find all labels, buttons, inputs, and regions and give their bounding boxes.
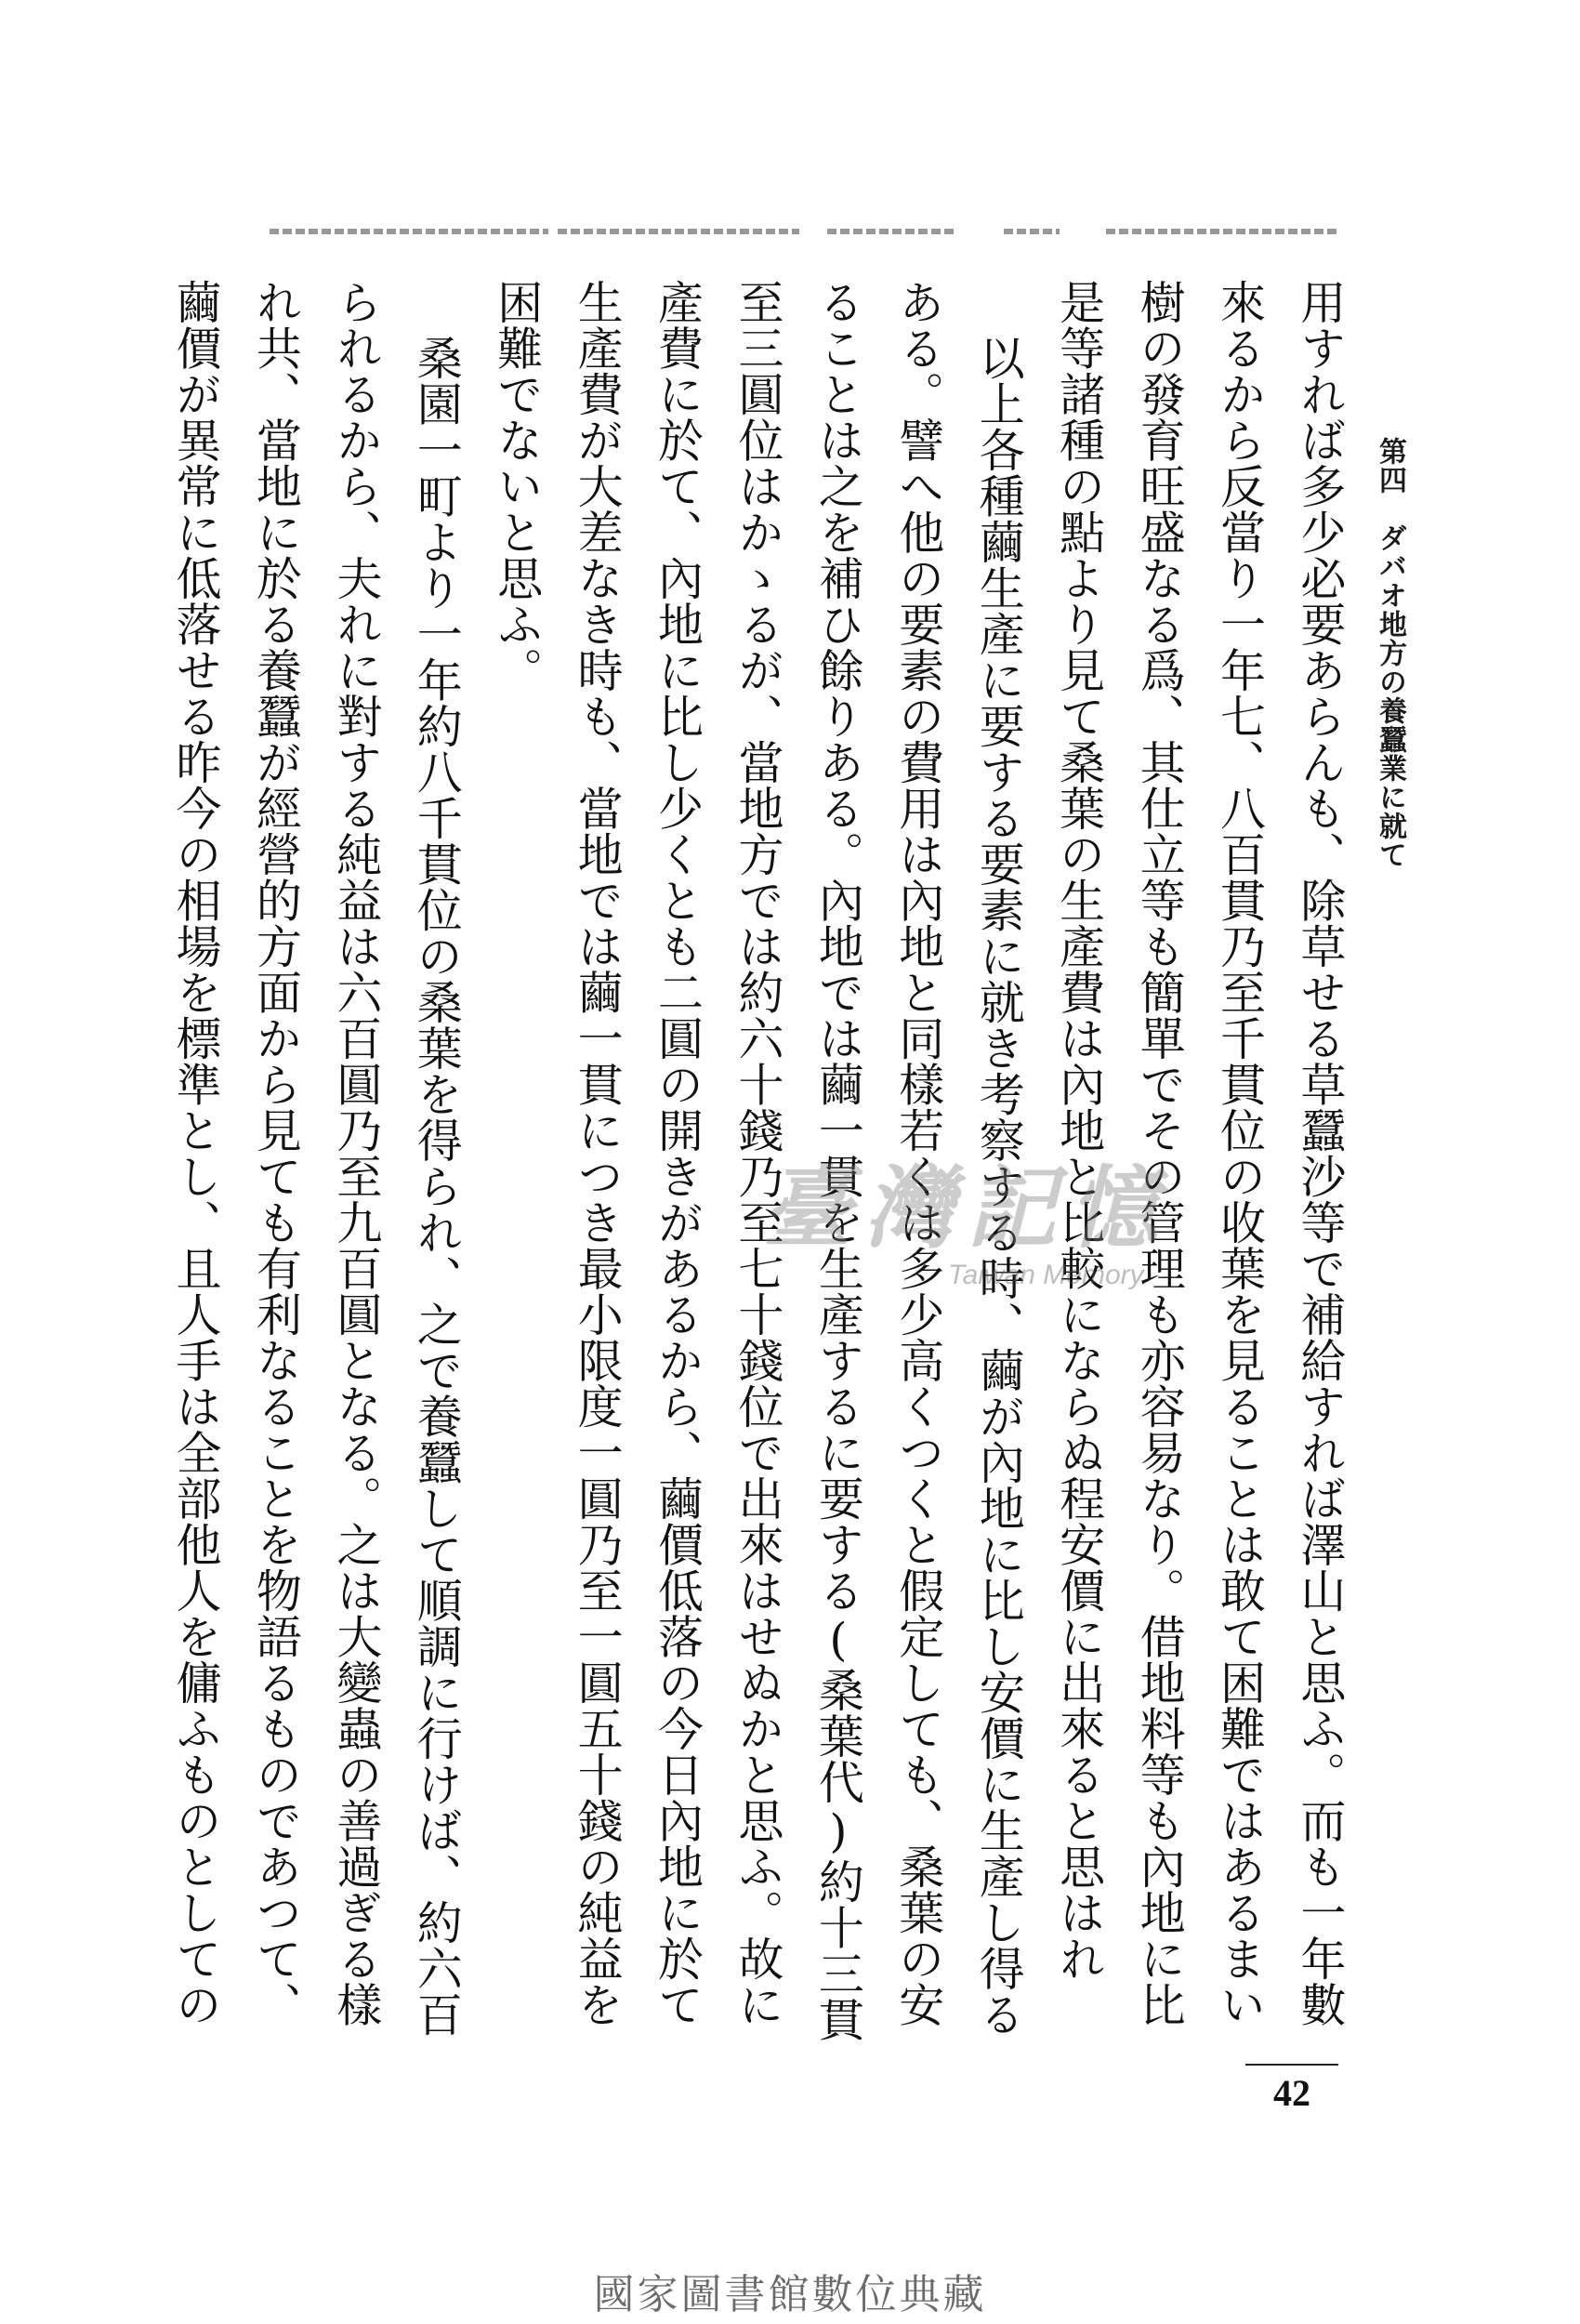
watermark-english: Taiwan Memory — [948, 1260, 1144, 1290]
running-header: 第四 ダバオ地方の養蠶業に就て — [1374, 437, 1406, 869]
body-text — [167, 279, 1348, 2045]
text-column: 是等諸種の點より見て桑葉の生產費は內地と比較にならぬ程安價に出來ると思はれ — [1052, 279, 1106, 1982]
text-column: 用すれば多少必要あらんも、除草せる草蠶沙等で補給すれば澤山と思ふ。而も一年數 — [1293, 279, 1347, 2027]
footer-credit: 國家圖書館數位典藏 — [593, 2271, 987, 2318]
page-number: 42 — [1273, 2072, 1310, 2114]
text-column: 樹の發育旺盛なる爲、其仕立等も簡單でその管理も亦容易なり。借地料等も內地に比 — [1133, 279, 1187, 2027]
text-column: 生產費が大差なき時も、當地では繭一貫につき最小限度一圓乃至一圓五十錢の純益を — [571, 279, 625, 2027]
text-column: れ共、當地に於る養蠶が經營的方面から見ても有利なることを物語るものであつて、 — [249, 279, 303, 2027]
watermark-logo: 臺灣記憶 — [762, 1155, 1171, 1261]
text-column: ある。譬へ他の要素の費用は內地と同樣若くは多少高くつくと假定しても、桑葉の安 — [891, 279, 945, 2027]
text-column: 桑園一町より一年約八千貫位の桑葉を得られ、之で養蠶して順調に行けば、約六百 — [410, 335, 464, 2038]
text-column: 至三圓位はかゝるが、當地方では約六十錢乃至七十錢位で出來はせぬかと思ふ。故に — [731, 279, 784, 2027]
decorative-top-rule — [270, 229, 1338, 238]
text-column: 以上各種繭生產に要する要素に就き考察する時、繭が內地に比し安價に生產し得る — [972, 335, 1026, 2038]
page-number-rule — [1245, 2064, 1338, 2066]
text-column: られるから、夫れに對する純益は六百圓乃至九百圓となる。之は大變蟲の善過ぎる樣 — [329, 279, 383, 2027]
text-column: 來るから反當り一年七、八百貫乃至千貫位の收葉を見ることは敢て困難ではあるまい — [1213, 279, 1267, 2027]
text-column: 產費に於て、內地に比し少くとも二圓の開きがあるから、繭價低落の今日內地に於て — [651, 279, 704, 2027]
text-column: 繭價が異常に低落せる昨今の相場を標準とし、且人手は全部他人を傭ふものとしての — [169, 279, 222, 2027]
text-column: 困難でないと思ふ。 — [490, 279, 544, 693]
text-column: ることは之を補ひ餘りある。內地では繭一貫を生產するに要する(桑葉代)約十三貫 — [811, 279, 865, 2042]
